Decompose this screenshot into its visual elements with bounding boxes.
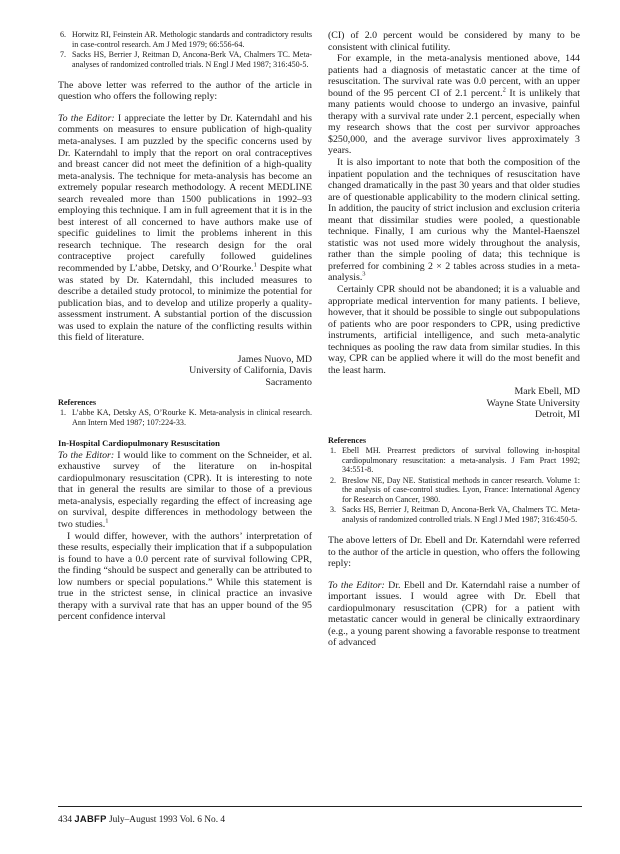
references-heading: References [58, 398, 97, 408]
reference-item: 3. Sacks HS, Berrier J, Reitman D, Ancona-Berk VA, Chalmers TC. Meta-analysis of randomized controlled trials. N Engl J Med 1987; 316:450-5. [330, 505, 580, 524]
signature-ebell [328, 386, 580, 421]
journal-name: JABFP [74, 813, 107, 824]
signature-name: James Nuovo, MD [237, 353, 312, 365]
signature-institution: University of California, Davis [189, 365, 312, 377]
section-letter-p2: I would differ, however, with the authors’ interpretation of these results, especially their implication that if a subpopulation is found to have a 0.0 percent rate of survival following CPR, the finding “should be suspect and generally can be attributed to low numbers or special populations.” While this statement is true in the strictest sense, in clinical practice an invasive therapy with a survival rate that has an upper bound of the 95 percent confidence interval [58, 530, 312, 623]
section-heading: In-Hospital Cardiopulmonary Resuscitation [58, 438, 220, 449]
issue-date: July–August 1993 [108, 815, 178, 825]
references-heading: References [328, 435, 367, 445]
signature-city: Sacramento [265, 376, 312, 388]
letter-paragraph-4: Certainly CPR should not be abandoned; it is a valuable and appropriate medical intervention for many patients. I believe, however, that it should be possible to single out subpopulations of patients who are poor responders to CPR, using predictive instruments, artificial intelligence, and such meta-analytic techniques as pooling the raw data from similar studies. In this way, CPR can be applied where it will do the most benefit and the least harm. [328, 284, 580, 376]
referral-intro: The above letter was referred to the author of the article in question who offers the following reply: [58, 79, 312, 103]
reply-letter: To the Editor: I appreciate the letter by Dr. Katerndahl and his comments on measures to ensure publication of high-quality meta-analyses. I am puzzled by the specific concerns used by Dr. Katerndahl to imply that the report on oral contraceptives and breast cancer did not meet the definition of a high-quality meta-analysis. The technique for meta-analysis has become an extremely popular research methodology. A recent MEDLINE search revealed more than 1500 publications in 1992–93 employing this technique. I am in full agreement that it is in the best interest of all concerned to have authors make use of specific guidelines to limit the problems inherent in this research technique. The research design for the oral contraceptive project carefully followed guidelines recommended by L’abbe, Detsky, and O’Rourke.$^1$ Despite what was stated by Dr. Katerndahl, this included measures to describe a detailed study protocol, to minimize the potential for publication bias, and to develop and utilize properly a quality-assessment instrument. A substantial portion of the discussion was used to explain the nature of the conflicting results within this field of literature. [58, 112, 312, 344]
reference-item: 7. Sacks HS, Berrier J, Reitman D, Ancona-Berk VA, Chalmers TC. Meta-analyses of randomized controlled trials. N Engl J Med 1987; 316:450-5. [60, 49, 312, 69]
page-footer [58, 806, 582, 826]
signature-name: Mark Ebell, MD [514, 386, 580, 398]
references-list [58, 408, 312, 427]
references-list [328, 446, 580, 525]
signature-institution: Wayne State University [486, 397, 580, 409]
letter-paragraph-2: For example, in the meta-analysis mentioned above, 144 patients had a diagnosis of metastatic cancer at the time of resuscitation. The survival rate was 0.0 percent, with an upper bound of the 95 percent CI of 2.1 percent.$^2$ It is unlikely that many patients would choose to undergo an invasive, painful therapy with a survival rate under 2.1 percent, especially when my research shows that the cost per survivor approaches $250,000, and the average survivor lives approximately 3 years. [328, 53, 580, 157]
reference-item: 6. Horwitz RI, Feinstein AR. Methologic standards and contradictory results in case-control research. Am J Med 1979; 66:556-64. [60, 30, 312, 49]
signature-city: Detroit, MI [535, 409, 580, 421]
section-letter-p1: To the Editor: I would like to comment on the Schneider, et al. exhaustive survey of the literature on in-hospital cardiopulmonary resuscitation (CPR). It is interesting to note that in general the results are similar to those of a previous meta-analysis, especially regarding the effect of increasing age on survival, despite differences in methodology between the two studies.$^1$ [58, 449, 312, 531]
referral-intro: The above letters of Dr. Ebell and Dr. Katerndahl were referred to the author of the article in question, who offers the following reply: [328, 535, 580, 570]
top-references-list [58, 30, 312, 69]
volume-number: Vol. 6 No. 4 [179, 815, 226, 825]
letter-paragraph-3: It is also important to note that both the composition of the inpatient population and the techniques of resuscitation have changed dramatically in the past 30 years and that older studies are of questionable applicability to the modern clinical setting. In addition, the paucity of strict inclusion and exclusion criteria meant that dissimilar studies were pooled, a questionable technique. Finally, I am curious why the Mantel-Haenszel statistic was not used more widely throughout the analysis, rather than the simple pooling of data; this technique is preferred for combining 2 × 2 tables across studies in a meta-analysis.$^3$ [328, 157, 580, 284]
reference-item: 1. Ebell MH. Prearrest predictors of survival following in-hospital cardiopulmonary resuscitation: a meta-analysis. J Fam Pract 1992; 34:551-8. [330, 445, 580, 475]
reference-item: 1. L’abbe KA, Detsky AS, O’Rourke K. Meta-analysis in clinical research. Ann Intern Med 1987; 107:224-33. [60, 408, 312, 428]
right-column [328, 30, 580, 649]
reply-letter: To the Editor: Dr. Ebell and Dr. Katerndahl raise a number of important issues. I would agree with Dr. Ebell that cardiopulmonary resuscitation (CPR) for a patient with metastatic cancer would in general be clinically extraordinary (e.g., a young parent showing a favorable response to treatment of advanced [328, 579, 580, 649]
letter-continuation: (CI) of 2.0 percent would be considered by many to be consistent with clinical futility. [328, 30, 580, 53]
reference-item: 2. Breslow NE, Day NE. Statistical methods in cancer research. Volume 1: the analysis of case-control studies. Lyon, France: International Agency for Research on Cancer, 1980. [330, 475, 580, 504]
signature-nuovo [58, 354, 312, 389]
left-column [58, 30, 312, 623]
page-number: 434 [58, 815, 73, 825]
